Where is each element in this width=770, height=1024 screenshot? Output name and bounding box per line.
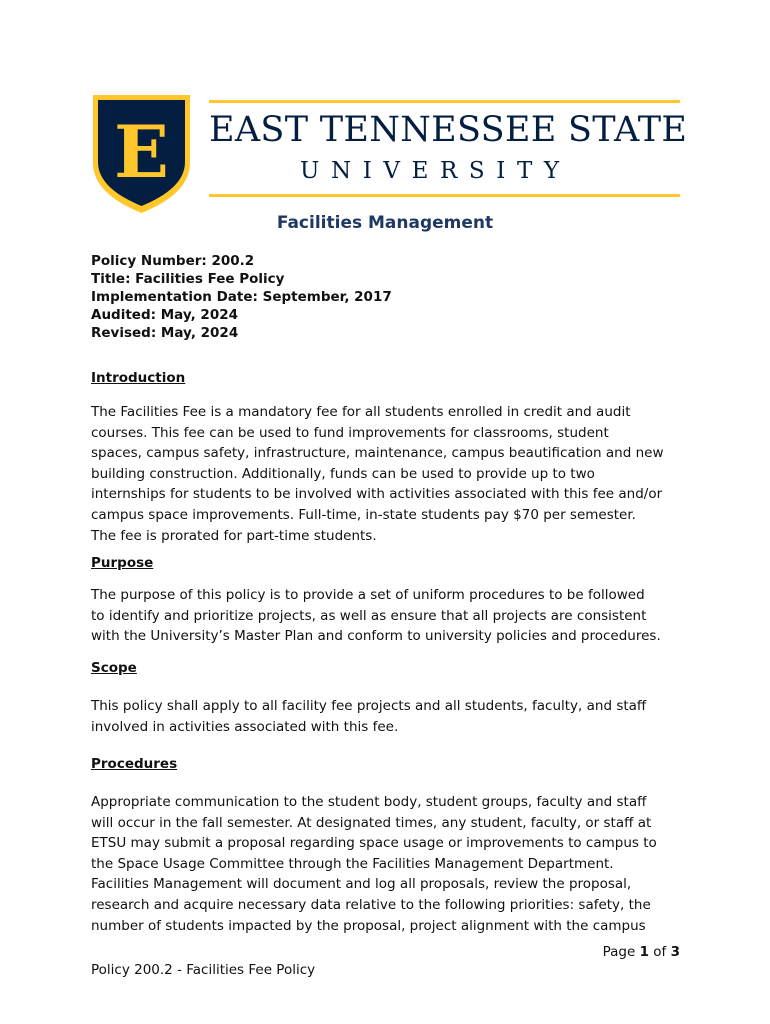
scope-text: This policy shall apply to all facility fee projects and all students, faculty, and staff involved in activities associated with this fee. xyxy=(91,698,647,735)
revised-date: Revised: May, 2024 xyxy=(91,325,239,341)
department-title: Facilities Management xyxy=(276,213,494,233)
university-name-line1: EAST TENNESSEE STATE xyxy=(209,110,688,150)
policy-number: Policy Number: 200.2 xyxy=(91,253,255,269)
introduction-text: The Facilities Fee is a mandatory fee for all students enrolled in credit and audit courses. This fee can be used to fund improvements for classrooms, student spaces, campus safety, infrastructure, maintenance, campus beautification and new building construction. Additionally, funds can be used to provide up to two internships for students to be involved with activities associated with this fee and/or campus space improvements. Full-time, in-state students pay $70 per semester. The fee is prorated for part-time students. xyxy=(91,404,664,544)
wordmark-top-rule xyxy=(209,100,680,103)
logo-letter: E xyxy=(114,109,169,194)
page-current: 1 xyxy=(639,944,649,960)
purpose-text: The purpose of this policy is to provide a set of uniform procedures to be followed to identify and prioritize projects, as well as ensure that all projects are consistent with the University’s Master Plan and conform to university policies and procedures. xyxy=(91,587,661,645)
university-name-line2: UNIVERSITY xyxy=(300,158,571,184)
footer-document-label: Policy 200.2 - Facilities Fee Policy xyxy=(91,962,316,978)
introduction-heading: Introduction xyxy=(91,370,186,386)
policy-metadata xyxy=(91,252,691,342)
page-number xyxy=(560,943,680,961)
page-of: of xyxy=(653,944,667,960)
purpose-heading: Purpose xyxy=(91,555,154,571)
procedures-heading: Procedures xyxy=(91,756,178,772)
policy-title: Title: Facilities Fee Policy xyxy=(91,271,285,287)
audited-date: Audited: May, 2024 xyxy=(91,307,239,323)
scope-heading: Scope xyxy=(91,660,137,676)
wordmark-bottom-rule xyxy=(209,194,680,197)
etsu-shield-logo xyxy=(91,93,192,215)
implementation-date: Implementation Date: September, 2017 xyxy=(91,289,392,305)
page-prefix: Page xyxy=(602,944,636,960)
procedures-text: Appropriate communication to the student body, student groups, faculty and staff will occur in the fall semester. At designated times, any student, faculty, or staff at ETSU may submit a proposal regarding space usage or improvements to campus to the Space Usage Committee through the Facilities Management Department. Facilities Management will document and log all proposals, review the proposal, research and acquire necessary data relative to the following priorities: safety, the number of students impacted by the proposal, project alignment with the campus xyxy=(91,794,657,934)
page-total: 3 xyxy=(670,944,680,960)
